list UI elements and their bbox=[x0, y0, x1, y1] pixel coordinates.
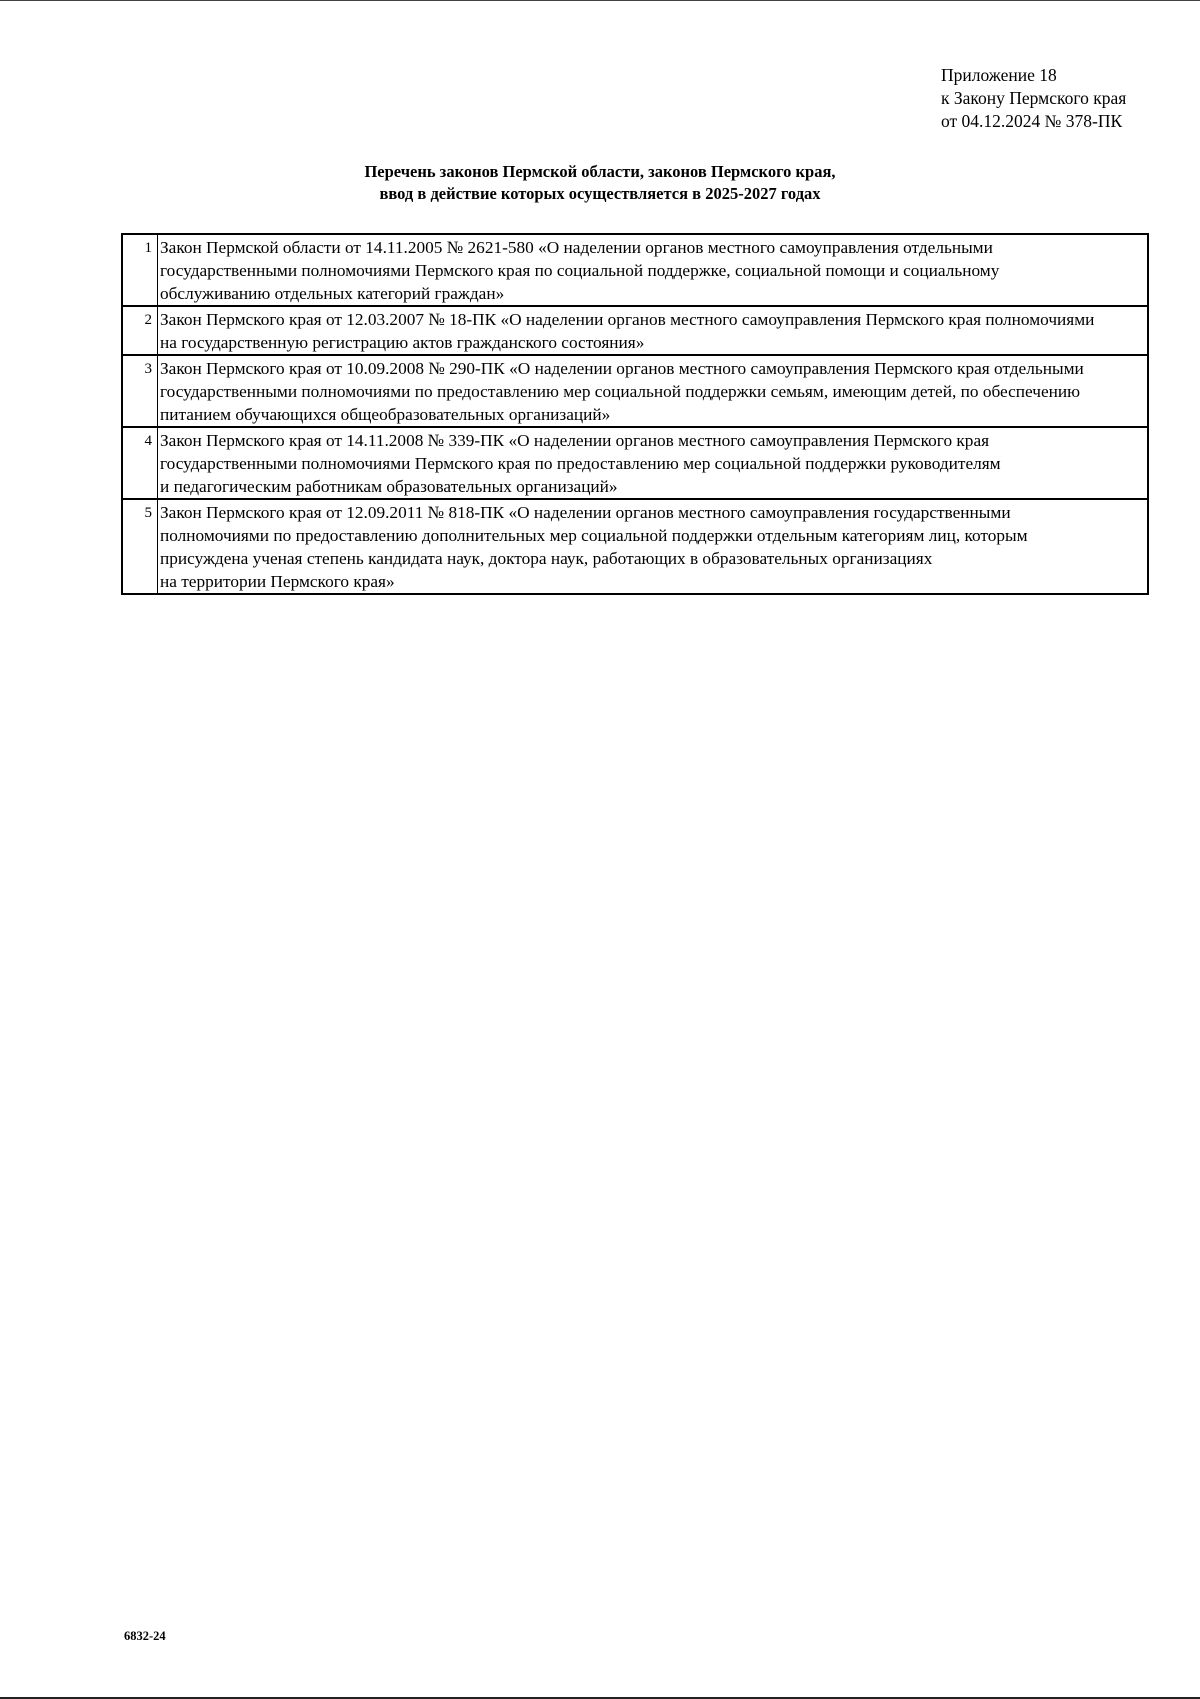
table-row bbox=[122, 355, 1148, 427]
document-registration-number: 6832-24 bbox=[124, 1629, 166, 1643]
laws-table-body bbox=[122, 234, 1148, 594]
table-row bbox=[122, 234, 1148, 306]
law-description-line: на государственную регистрацию актов гражданского состояния» bbox=[160, 333, 645, 352]
appendix-header bbox=[941, 64, 1126, 133]
row-number: 3 bbox=[122, 355, 158, 427]
law-description-line: обслуживанию отдельных категорий граждан» bbox=[160, 284, 505, 303]
table-row bbox=[122, 427, 1148, 499]
law-description-line: полномочиями по предоставлению дополнительных мер социальной поддержки отдельным категориям лиц, которым bbox=[160, 526, 1028, 545]
law-description bbox=[158, 499, 1149, 594]
appendix-number: Приложение 18 bbox=[941, 65, 1057, 85]
law-description-line: на территории Пермского края» bbox=[160, 572, 395, 591]
law-description-line: государственными полномочиями Пермского края по предоставлению мер социальной поддержки руководителям bbox=[160, 454, 1001, 473]
document-title-line-2: ввод в действие которых осуществляется в 2025-2027 годах bbox=[379, 184, 821, 203]
document-title bbox=[300, 161, 900, 205]
document-title-line-1: Перечень законов Пермской области, законов Пермского края, bbox=[364, 162, 836, 181]
page-top-edge bbox=[0, 0, 1200, 1]
appendix-law-ref: к Закону Пермского края bbox=[941, 88, 1127, 108]
law-description-line: государственными полномочиями по предоставлению мер социальной поддержки семьям, имеющим детей, по обеспечению bbox=[160, 382, 1081, 401]
row-number: 2 bbox=[122, 306, 158, 355]
table-row bbox=[122, 499, 1148, 594]
law-description-line: и педагогическим работникам образовательных организаций» bbox=[160, 477, 618, 496]
law-description-line: Закон Пермской области от 14.11.2005 № 2621-580 «О наделении органов местного самоуправления отдельными bbox=[160, 238, 993, 257]
law-description bbox=[158, 234, 1149, 306]
law-description-line: Закон Пермского края от 10.09.2008 № 290-ПК «О наделении органов местного самоуправления Пермского края отдельными bbox=[160, 359, 1084, 378]
appendix-law-date: от 04.12.2024 № 378-ПК bbox=[941, 111, 1123, 131]
row-number: 4 bbox=[122, 427, 158, 499]
law-description bbox=[158, 427, 1149, 499]
law-description bbox=[158, 306, 1149, 355]
law-description-line: Закон Пермского края от 12.03.2007 № 18-ПК «О наделении органов местного самоуправления Пермского края полномочиями bbox=[160, 310, 1095, 329]
law-description-line: Закон Пермского края от 14.11.2008 № 339-ПК «О наделении органов местного самоуправления Пермского края bbox=[160, 431, 990, 450]
law-description-line: питанием обучающихся общеобразовательных организаций» bbox=[160, 405, 611, 424]
law-description-line: Закон Пермского края от 12.09.2011 № 818-ПК «О наделении органов местного самоуправления государственными bbox=[160, 503, 1011, 522]
table-row bbox=[122, 306, 1148, 355]
law-description-line: присуждена ученая степень кандидата наук, доктора наук, работающих в образовательных организациях bbox=[160, 549, 933, 568]
row-number: 1 bbox=[122, 234, 158, 306]
law-description bbox=[158, 355, 1149, 427]
laws-table bbox=[121, 233, 1149, 595]
row-number: 5 bbox=[122, 499, 158, 594]
law-description-line: государственными полномочиями Пермского края по социальной поддержке, социальной помощи и социальному bbox=[160, 261, 1000, 280]
